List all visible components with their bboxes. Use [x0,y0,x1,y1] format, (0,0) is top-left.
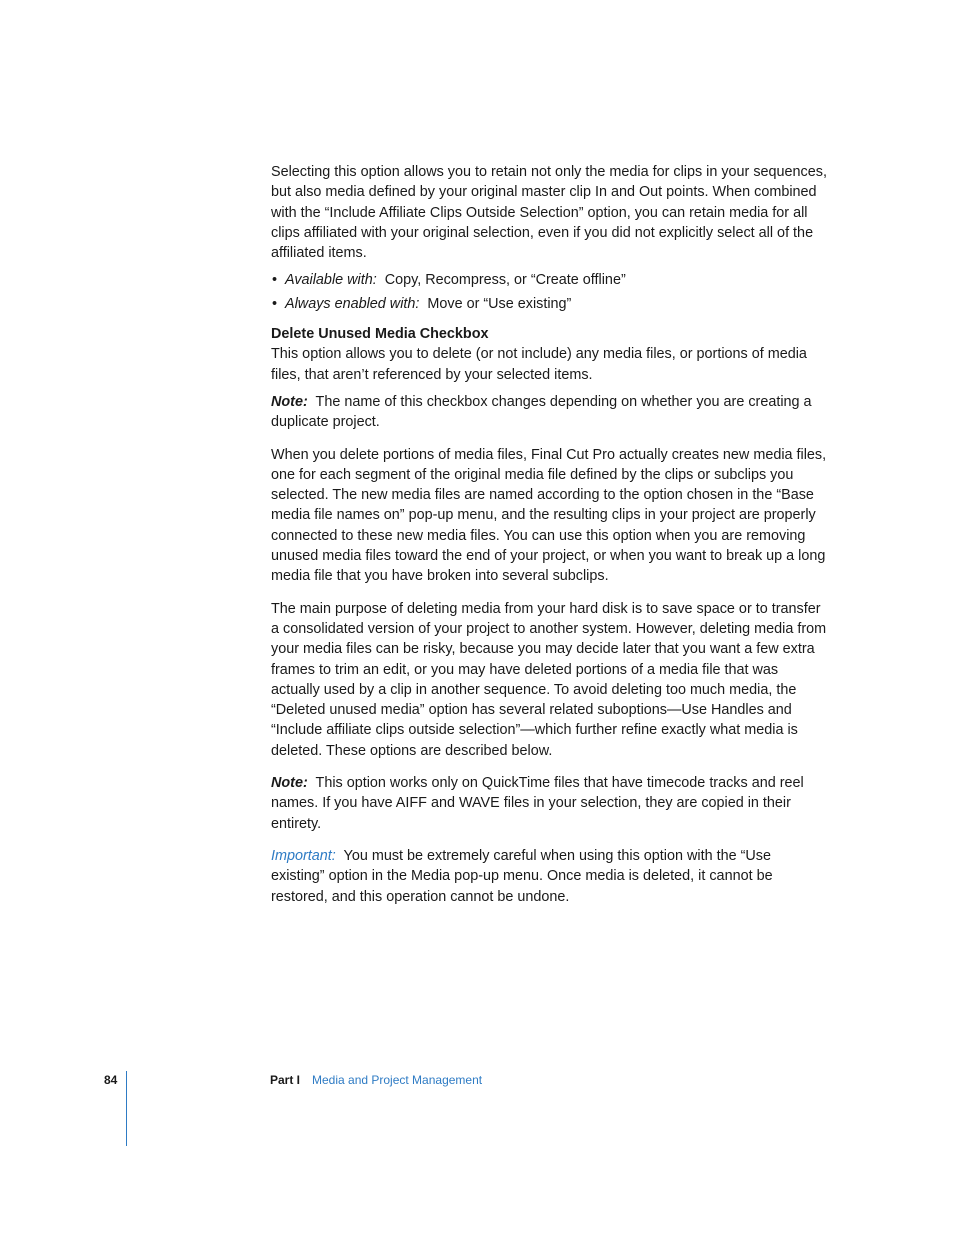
important-paragraph [271,846,827,907]
list-item [271,294,827,314]
document-body [271,162,827,907]
list-item [271,270,827,290]
bullet-text: Move or “Use existing” [427,295,572,312]
note-text: The name of this checkbox changes depending on whether you are creating a duplicate project. [271,393,812,431]
important-text: You must be extremely careful when using this option with the “Use existing” option in the Media pop-up menu. Once media is deleted, it cannot be restored, and this operation cannot be undone. [271,847,773,905]
bullet-label: Always enabled with: [285,295,420,312]
section-heading: Delete Unused Media Checkbox [271,326,489,343]
body-paragraph: When you delete portions of media files, Final Cut Pro actually creates new media files, one for each segment of the original media file defined by the clips or subclips you selected. The new media files are named according to the option chosen in the “Base media file names on” pop-up menu, and the resulting clips in your project are properly connected to these new media files. You can use this option when you are removing unused media files toward the end of your project, or when you want to break up a long media file that you have broken into several subclips. [271,446,827,585]
note-text: This option works only on QuickTime files that have timecode tracks and reel names. If you have AIFF and WAVE files in your selection, they are copied in their entirety. [271,775,804,832]
bullet-label: Available with: [285,272,377,289]
note-paragraph [271,392,827,433]
footer-rule [126,1071,127,1146]
note-paragraph [271,773,827,834]
footer-chapter-link[interactable]: Media and Project Management [312,1073,483,1087]
note-label: Note: [271,775,308,792]
footer-part-label: Part I [270,1073,301,1087]
intro-paragraph: Selecting this option allows you to retain not only the media for clips in your sequences, but also media defined by your original master clip In and Out points. When combined with the “Include Affiliate Clips Outside Selection” option, you can retain media for all clips affiliated with your original selection, even if you did not explicitly select all of the affiliated items. [271,164,827,262]
important-label: Important: [271,847,336,864]
note-label: Note: [271,393,308,410]
body-paragraph: The main purpose of deleting media from your hard disk is to save space or to transfer a consolidated version of your project to another system. However, deleting media from your media files can be risky, because you may decide later that you want a few extra frames to trim an edit, or you may have deleted portions of a media file that was actually used by a clip in another sequence. To avoid deleting too much media, the “Deleted unused media” option has several related suboptions—Use Handles and “Include affiliate clips outside selection”—which further refine exactly what media is deleted. These options are described below. [271,600,827,759]
page-number: 84 [104,1073,118,1087]
section-paragraph: This option allows you to delete (or not include) any media files, or portions of media files, that aren’t referenced by your selected items. [271,346,807,383]
availability-list [271,270,827,314]
bullet-text: Copy, Recompress, or “Create offline” [384,272,626,289]
